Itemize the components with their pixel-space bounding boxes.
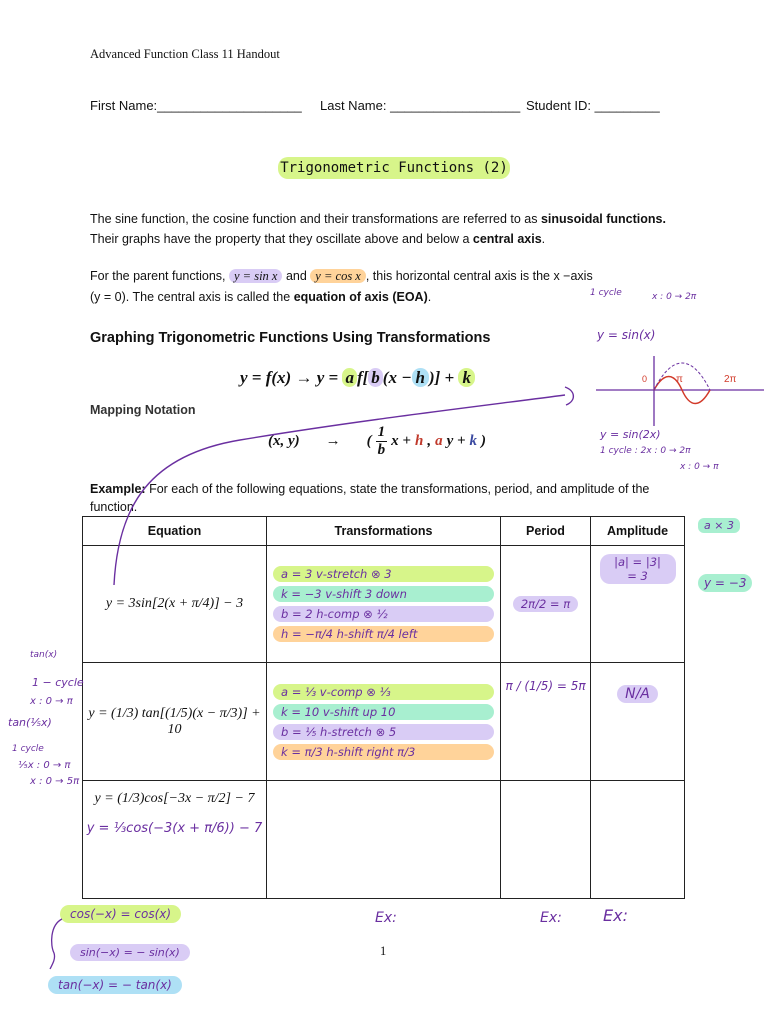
topic-title: Trigonometric Functions (2) — [278, 157, 510, 179]
graph-pi-label: π — [676, 374, 683, 385]
period-cell — [501, 781, 591, 899]
intro-paragraph-2: For the parent functions, y = sin x and y = cos x , this horizontal central axis is the x −axis (y = 0). The central axis is called the equation of axis (EOA). — [90, 269, 593, 304]
first-name-field[interactable]: First Name:____________________ — [90, 98, 302, 113]
period-cell: 2π/2 = π — [501, 546, 591, 663]
identity-sin: sin(−x) = − sin(x) — [70, 944, 190, 961]
note-one-cycle: 1 cycle — [590, 288, 622, 298]
list-item: k = π/3 h-shift right π/3 — [273, 744, 494, 760]
header-period: Period — [501, 517, 591, 546]
note-ex1: Ex: — [375, 910, 397, 926]
document-title: Advanced Function Class 11 Handout — [90, 47, 280, 61]
annotation-curve — [110, 385, 580, 595]
cos-parent: y = cos x — [310, 269, 366, 283]
note-ax3: a × 3 — [698, 518, 740, 533]
note-x-range: x : 0 → 2π — [652, 292, 697, 302]
last-name-field[interactable]: Last Name: __________________ — [320, 98, 521, 113]
equation-cell: y = 3sin[2(x + π/4)] − 3 — [83, 546, 267, 663]
identity-tan: tan(−x) = − tan(x) — [48, 976, 182, 994]
note-tan-cycle: 1 − cycle — [32, 676, 84, 689]
note-ex3: Ex: — [603, 906, 628, 925]
amplitude-cell: |a| = |3| = 3 — [591, 546, 685, 663]
note-tan-5x-range2: x : 0 → 5π — [30, 776, 80, 787]
section-heading: Graphing Trigonometric Functions Using Transformations — [90, 330, 491, 346]
table-row — [83, 663, 685, 781]
list-item: a = ⅓ v-comp ⊗ ⅓ — [273, 684, 494, 700]
header-equation: Equation — [83, 517, 267, 546]
intro-paragraph-1: The sine function, the cosine function and their transformations are referred to as sinusoidal functions. Their graphs have the property that they oscillate above and below a central axis. — [90, 212, 666, 246]
list-item: h = −π/4 h-shift π/4 left — [273, 626, 494, 642]
list-item: b = 2 h-comp ⊗ ½ — [273, 606, 494, 622]
note-tan-5x-range: ⅕x : 0 → π — [18, 760, 71, 771]
note-y-sinx: y = sin(x) — [597, 328, 656, 342]
note-cycle2b: x : 0 → π — [680, 462, 719, 472]
identity-bracket — [40, 915, 70, 975]
note-y-neg3: y = −3 — [698, 574, 752, 592]
list-item: k = −3 v-shift 3 down — [273, 586, 494, 602]
mapping-notation: (x, y) → ( 1 b x + h , a y + k ) — [268, 424, 487, 458]
note-tan-x-range: x : 0 → π — [30, 696, 73, 707]
mapping-label: Mapping Notation — [90, 403, 196, 417]
student-id-field[interactable]: Student ID: _________ — [526, 98, 660, 113]
header-transformations: Transformations — [267, 517, 501, 546]
table-row — [83, 781, 685, 899]
note-ex2: Ex: — [540, 910, 562, 926]
identity-cos: cos(−x) = cos(x) — [60, 905, 181, 923]
header-amplitude: Amplitude — [591, 517, 685, 546]
transformations-cell — [267, 781, 501, 899]
note-cycle2: 1 cycle : 2x : 0 → 2π — [600, 446, 691, 456]
note-tan-x: tan(x) — [30, 650, 58, 660]
list-item: a = 3 v-stretch ⊗ 3 — [273, 566, 494, 582]
equation-cell: y = (1/3)cos[−3x − π/2] − 7 y = ⅓cos(−3(x + π/6)) − 7 — [83, 781, 267, 899]
amplitude-cell: N/A — [591, 663, 685, 781]
list-item: k = 10 v-shift up 10 — [273, 704, 494, 720]
list-item: b = ⅕ h-stretch ⊗ 5 — [273, 724, 494, 740]
equation-cell: y = (1/3) tan[(1/5)(x − π/3)] + 10 — [83, 663, 267, 781]
handwritten-rewrite: y = ⅓cos(−3(x + π/6)) − 7 — [86, 821, 263, 836]
period-cell: π / (1/5) = 5π — [501, 663, 591, 781]
graph-2pi-label: 2π — [724, 374, 737, 385]
graph-0-label: 0 — [642, 374, 648, 384]
page-number: 1 — [380, 944, 387, 958]
sketch-graph — [592, 350, 768, 430]
example-instructions: Example: For each of the following equations, state the transformations, period, and amplitude of the function. — [90, 482, 650, 514]
amplitude-cell — [591, 781, 685, 899]
sin-parent: y = sin x — [229, 269, 283, 283]
note-tan-5x: tan(⅕x) — [8, 716, 52, 729]
transformation-formula: y = f(x) → y = a f[ b (x − h )] + k — [240, 368, 475, 388]
note-tan-cycle2: 1 cycle — [12, 744, 44, 754]
transformations-cell — [267, 663, 501, 781]
note-y-sin2x: y = sin(2x) — [600, 428, 661, 441]
